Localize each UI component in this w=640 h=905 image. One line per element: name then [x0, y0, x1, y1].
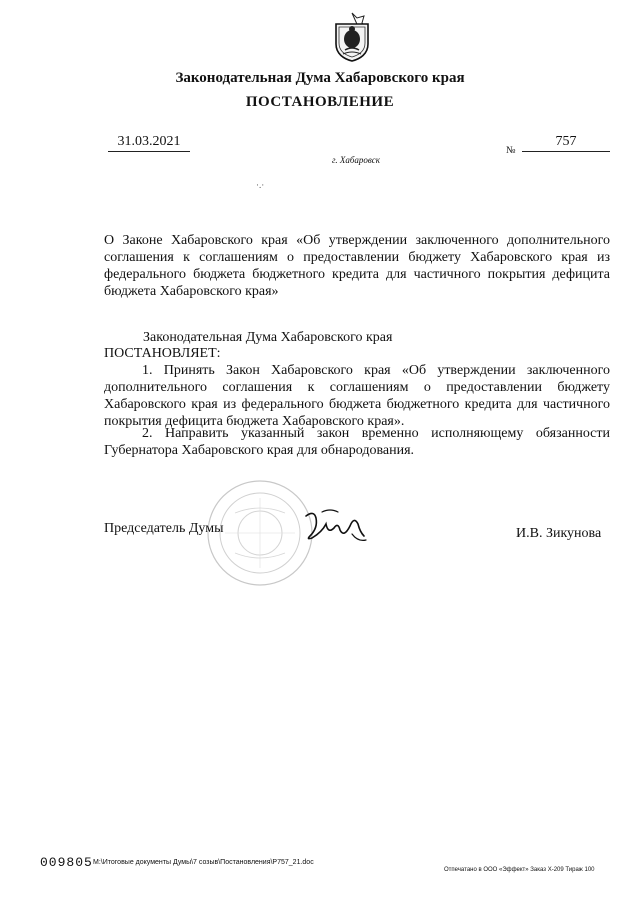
signatory-name: И.В. Зикунова — [516, 526, 602, 541]
document-type: ПОСТАНОВЛЕНИЕ — [245, 94, 395, 110]
coat-of-arms-icon — [331, 10, 373, 62]
file-path: M:\Итоговые документы Думы\7 созыв\Постановления\P757_21.doc — [93, 859, 314, 866]
handwritten-signature-icon — [300, 506, 372, 546]
document-date: 31.03.2021 — [108, 134, 190, 152]
signature-title: Председатель Думы — [104, 521, 224, 536]
body-duma: Законодательная Дума Хабаровского края — [143, 330, 393, 345]
organization-name: Законодательная Дума Хабаровского края — [175, 70, 465, 86]
scan-specks: ·.· — [256, 180, 265, 190]
document-number: 757 — [522, 134, 610, 152]
resolution-item-1: 1. Принять Закон Хабаровского края «Об утверждении заключенного дополнительного соглашения к соглашениям о предоставлении бюджету Хабаровского края из федерального бюджета бюджетного кредита для частичного покрытия дефицита бюджета Хабаровского края». — [104, 363, 610, 429]
document-subject: О Законе Хабаровского края «Об утверждении заключенного дополнительного соглашения к соглашениям о предоставлении бюджету Хабаровского края из федерального бюджета бюджетного кредита для частичного покрытия дефицита бюджета Хабаровского края» — [104, 233, 610, 299]
body-resolves: ПОСТАНОВЛЯЕТ: — [104, 346, 221, 361]
serial-number: 009805 — [40, 855, 93, 870]
print-info: Отпечатано в ООО «Эффект» Заказ Х-209 Тираж 100 — [444, 867, 595, 873]
resolution-item-2: 2. Направить указанный закон временно исполняющему обязанности Губернатора Хабаровского края для обнародования. — [104, 426, 610, 458]
number-sign: № — [506, 145, 516, 156]
document-city: г. Хабаровск — [332, 155, 380, 165]
